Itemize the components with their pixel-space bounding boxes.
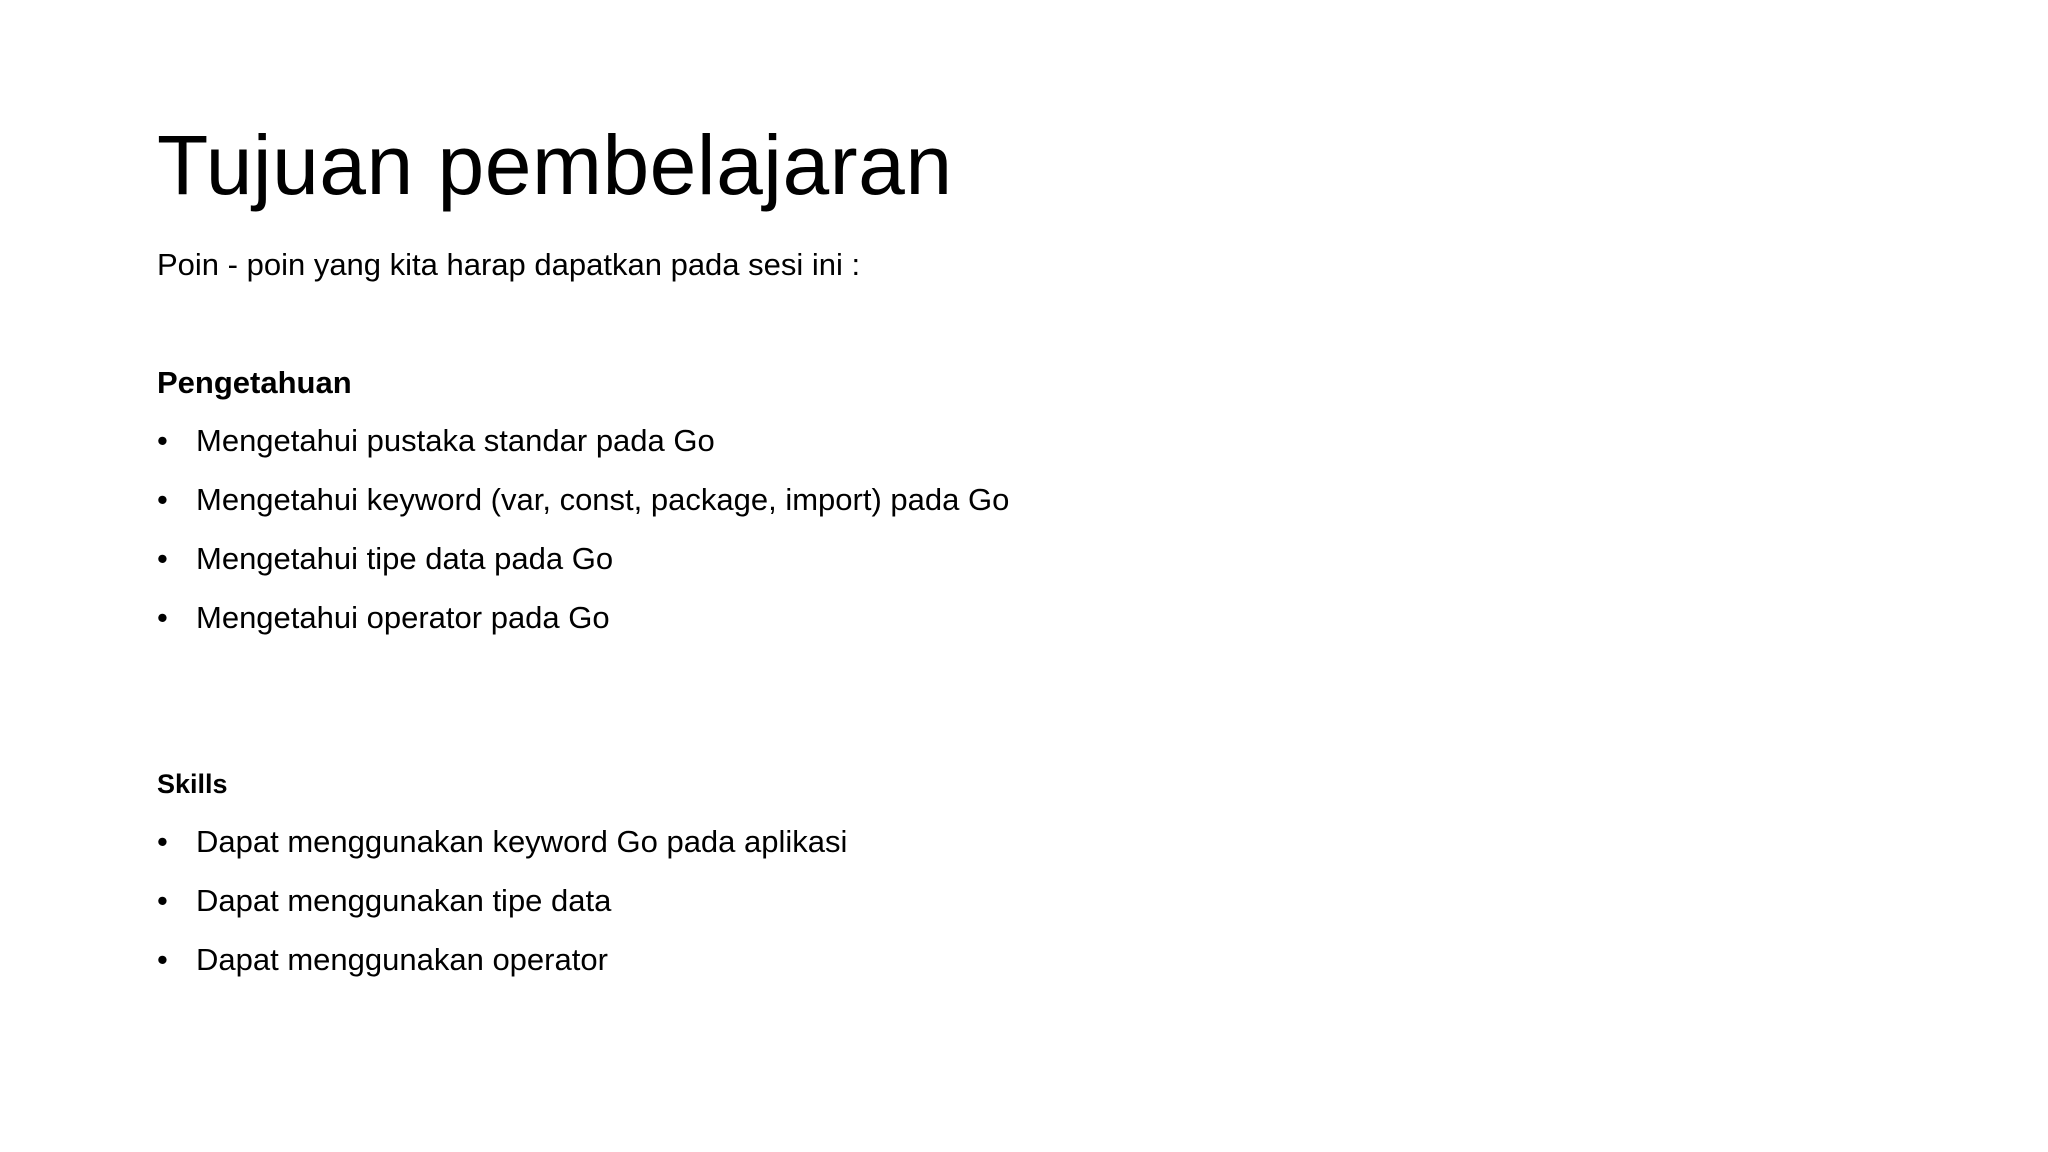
skills-heading: Skills [157,769,228,799]
list-item [157,599,1009,658]
list-item [157,823,847,882]
list-item-text: Mengetahui operator pada Go [196,600,610,635]
bullet-icon: • [157,541,168,576]
slide-title: Tujuan pembelajaran [157,118,953,212]
list-item-text: Dapat menggunakan keyword Go pada aplikasi [196,824,848,859]
skills-list [157,823,847,1000]
list-item [157,481,1009,540]
bullet-icon: • [157,942,168,977]
bullet-icon: • [157,423,168,458]
knowledge-list [157,422,1009,658]
list-item [157,422,1009,481]
bullet-icon: • [157,883,168,918]
bullet-icon: • [157,824,168,859]
bullet-icon: • [157,600,168,635]
bullet-icon: • [157,482,168,517]
list-item [157,941,847,1000]
knowledge-heading: Pengetahuan [157,365,352,400]
slide-subtitle: Poin - poin yang kita harap dapatkan pada sesi ini : [157,247,861,282]
list-item-text: Dapat menggunakan tipe data [196,883,612,918]
list-item [157,882,847,941]
list-item-text: Mengetahui pustaka standar pada Go [196,423,715,458]
list-item [157,540,1009,599]
list-item-text: Mengetahui keyword (var, const, package, import) pada Go [196,482,1010,517]
list-item-text: Mengetahui tipe data pada Go [196,541,614,576]
list-item-text: Dapat menggunakan operator [196,942,608,977]
